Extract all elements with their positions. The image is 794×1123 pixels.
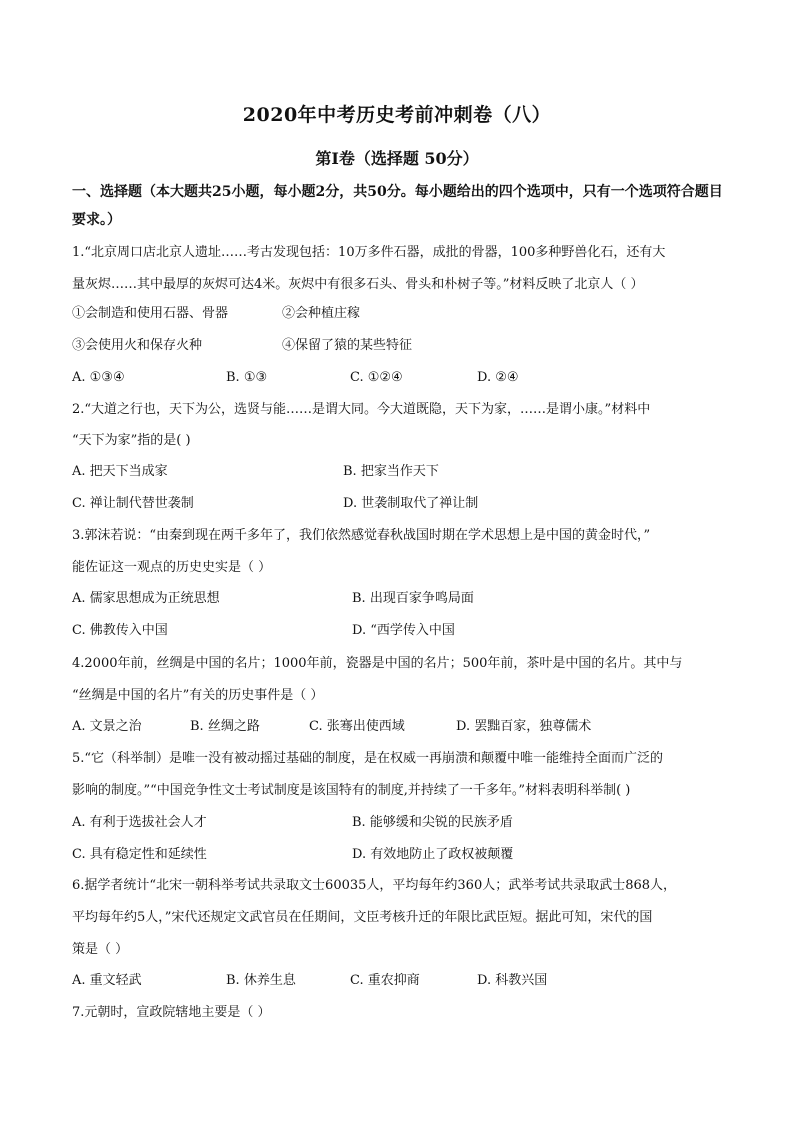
question-6-option-c: C. 重农抑商 bbox=[350, 973, 420, 988]
question-4-line-1: 4.2000年前，丝绸是中国的名片；1000年前，瓷器是中国的名片；500年前，茶叶是中国的名片。其中与 bbox=[72, 656, 683, 671]
question-3-option-d: D. “西学传入中国 bbox=[352, 623, 455, 638]
question-4-option-a: A. 文景之治 bbox=[72, 719, 142, 734]
question-1-line-1: 1.“北京周口店北京人遗址……考古发现包括：10万多件石器，成批的骨器，100多种野兽化石，还有大 bbox=[72, 245, 666, 260]
question-1-item-3: ③会使用火和保存火种 bbox=[72, 338, 203, 353]
question-6-line-3: 策是（ ） bbox=[72, 942, 129, 957]
question-2-line-2: “天下为家”指的是( ) bbox=[72, 433, 191, 448]
question-5-option-a: A. 有利于选拔社会人才 bbox=[72, 815, 207, 830]
question-1-option-c: C. ①②④ bbox=[350, 370, 403, 385]
question-6-option-b: B. 休养生息 bbox=[226, 973, 296, 988]
question-4-option-d: D. 罢黜百家，独尊儒术 bbox=[456, 719, 592, 734]
question-3-option-a: A. 儒家思想成为正统思想 bbox=[72, 591, 220, 606]
question-4-option-b: B. 丝绸之路 bbox=[190, 719, 260, 734]
part-subtitle: 第Ⅰ卷（选择题 50分） bbox=[315, 149, 479, 168]
exam-title: 2020年中考历史考前冲刺卷（八） bbox=[242, 104, 552, 126]
question-6-option-d: D. 科教兴国 bbox=[477, 973, 548, 988]
question-6-line-1: 6.据学者统计“北宋一朝科举考试共录取文士60035人，平均每年约360人；武举考试共录取武士868人， bbox=[72, 878, 677, 893]
question-2-option-c: C. 禅让制代替世袭制 bbox=[72, 496, 194, 511]
question-6-option-a: A. 重文轻武 bbox=[72, 973, 142, 988]
question-5-option-b: B. 能够缓和尖锐的民族矛盾 bbox=[352, 815, 513, 830]
question-3-line-1: 3.郭沫若说：“由秦到现在两千多年了，我们依然感觉春秋战国时期在学术思想上是中国的黄金时代，” bbox=[72, 528, 651, 543]
question-5-option-c: C. 具有稳定性和延续性 bbox=[72, 847, 207, 862]
question-3-line-2: 能佐证这一观点的历史史实是（ ） bbox=[72, 560, 272, 575]
question-5-line-2: 影响的制度。”“中国竞争性文士考试制度是该国特有的制度,并持续了一千多年。”材料表明科举制( ) bbox=[72, 783, 631, 798]
question-1-option-d: D. ②④ bbox=[477, 370, 519, 385]
question-1-item-2: ②会种植庄稼 bbox=[282, 306, 361, 321]
question-4-option-c: C. 张骞出使西域 bbox=[309, 719, 405, 734]
question-5-line-1: 5.“它（科举制）是唯一没有被动摇过基础的制度，是在权威一再崩溃和颠覆中唯一能维持全面而广泛的 bbox=[72, 751, 664, 766]
question-2-option-a: A. 把天下当成家 bbox=[72, 464, 168, 479]
question-1-item-4: ④保留了猿的某些特征 bbox=[282, 338, 413, 353]
question-1-line-2: 量灰烬……其中最厚的灰烬可达4米。灰烬中有很多石头、骨头和朴树子等。”材料反映了北京人（ ） bbox=[72, 277, 644, 292]
question-2-option-b: B. 把家当作天下 bbox=[343, 464, 439, 479]
section-instructions: 一、选择题（本大题共25小题，每小题2分，共50分。每小题给出的四个选项中，只有一个选项符合题目要求。） bbox=[72, 184, 723, 228]
question-7-line-1: 7.元朝时，宣政院辖地主要是（ ） bbox=[72, 1005, 271, 1020]
question-3-option-c: C. 佛教传入中国 bbox=[72, 623, 168, 638]
question-1-option-a: A. ①③④ bbox=[72, 370, 125, 385]
question-1-item-1: ①会制造和使用石器、骨器 bbox=[72, 306, 229, 321]
question-3-option-b: B. 出现百家争鸣局面 bbox=[352, 591, 474, 606]
question-4-line-2: “丝绸是中国的名片”有关的历史事件是（ ） bbox=[72, 688, 324, 703]
question-6-line-2: 平均每年约5人，”宋代还规定文武官员在任期间，文臣考核升迁的年限比武臣短。据此可知，宋代的国 bbox=[72, 910, 653, 925]
question-5-option-d: D. 有效地防止了政权被颠覆 bbox=[352, 847, 514, 862]
question-1-option-b: B. ①③ bbox=[226, 370, 268, 385]
question-2-option-d: D. 世袭制取代了禅让制 bbox=[343, 496, 479, 511]
question-2-line-1: 2.“大道之行也，天下为公，选贤与能……是谓大同。今大道既隐，天下为家，……是谓小康。”材料中 bbox=[72, 402, 651, 417]
